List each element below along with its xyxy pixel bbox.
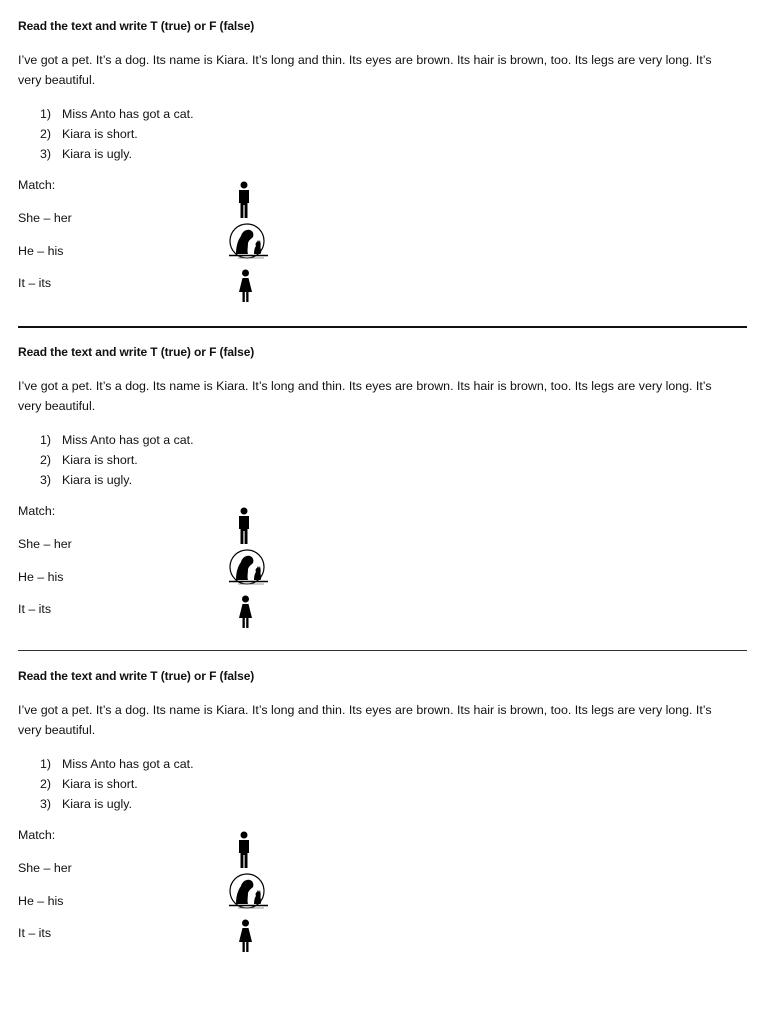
pet-icon bbox=[226, 548, 270, 588]
worksheet-section-1 bbox=[18, 16, 748, 316]
section-title: Read the text and write T (true) or F (false) bbox=[18, 19, 255, 33]
woman-icon bbox=[237, 919, 254, 953]
list-item: 2) Kiara is short. bbox=[40, 453, 138, 467]
reading-text: I’ve got a pet. It’s a dog. Its name is Kiara. It’s long and thin. Its eyes are brown. Its hair is brown, too. Its legs are very long. It’s very beautiful. bbox=[18, 379, 712, 413]
section-divider bbox=[18, 650, 747, 651]
match-label: Match: bbox=[18, 178, 56, 192]
pet-icon bbox=[226, 872, 270, 912]
statement-list bbox=[40, 754, 194, 814]
list-item: 2) Kiara is short. bbox=[40, 127, 138, 141]
man-icon bbox=[236, 831, 252, 869]
reading-text: I’ve got a pet. It’s a dog. Its name is Kiara. It’s long and thin. Its eyes are brown. Its hair is brown, too. Its legs are very long. It’s very beautiful. bbox=[18, 53, 712, 87]
list-item: 2) Kiara is short. bbox=[40, 777, 138, 791]
worksheet-section-2 bbox=[18, 342, 748, 642]
list-item: 3) Kiara is ugly. bbox=[40, 473, 133, 487]
list-item: 3) Kiara is ugly. bbox=[40, 147, 133, 161]
woman-icon bbox=[237, 595, 254, 629]
woman-icon bbox=[237, 269, 254, 303]
worksheet-section-3 bbox=[18, 666, 748, 966]
man-icon bbox=[236, 507, 252, 545]
match-pair: She – her bbox=[18, 861, 72, 875]
match-label: Match: bbox=[18, 504, 56, 518]
section-title: Read the text and write T (true) or F (false) bbox=[18, 669, 255, 683]
match-label: Match: bbox=[18, 828, 56, 842]
statement-list bbox=[40, 430, 194, 490]
list-item: 1) Miss Anto has got a cat. bbox=[40, 107, 194, 121]
match-pair: He – his bbox=[18, 894, 64, 908]
match-pair: It – its bbox=[18, 276, 52, 290]
reading-text: I’ve got a pet. It’s a dog. Its name is Kiara. It’s long and thin. Its eyes are brown. Its hair is brown, too. Its legs are very long. It’s very beautiful. bbox=[18, 703, 712, 737]
match-pair: He – his bbox=[18, 570, 64, 584]
section-title: Read the text and write T (true) or F (false) bbox=[18, 345, 255, 359]
match-pair: It – its bbox=[18, 926, 52, 940]
man-icon bbox=[236, 181, 252, 219]
list-item: 1) Miss Anto has got a cat. bbox=[40, 757, 194, 771]
list-item: 1) Miss Anto has got a cat. bbox=[40, 433, 194, 447]
statement-list bbox=[40, 104, 194, 164]
list-item: 3) Kiara is ugly. bbox=[40, 797, 133, 811]
match-pair: He – his bbox=[18, 244, 64, 258]
pet-icon bbox=[226, 222, 270, 262]
match-pair: She – her bbox=[18, 537, 72, 551]
section-divider bbox=[18, 326, 747, 328]
match-pair: It – its bbox=[18, 602, 52, 616]
match-pair: She – her bbox=[18, 211, 72, 225]
